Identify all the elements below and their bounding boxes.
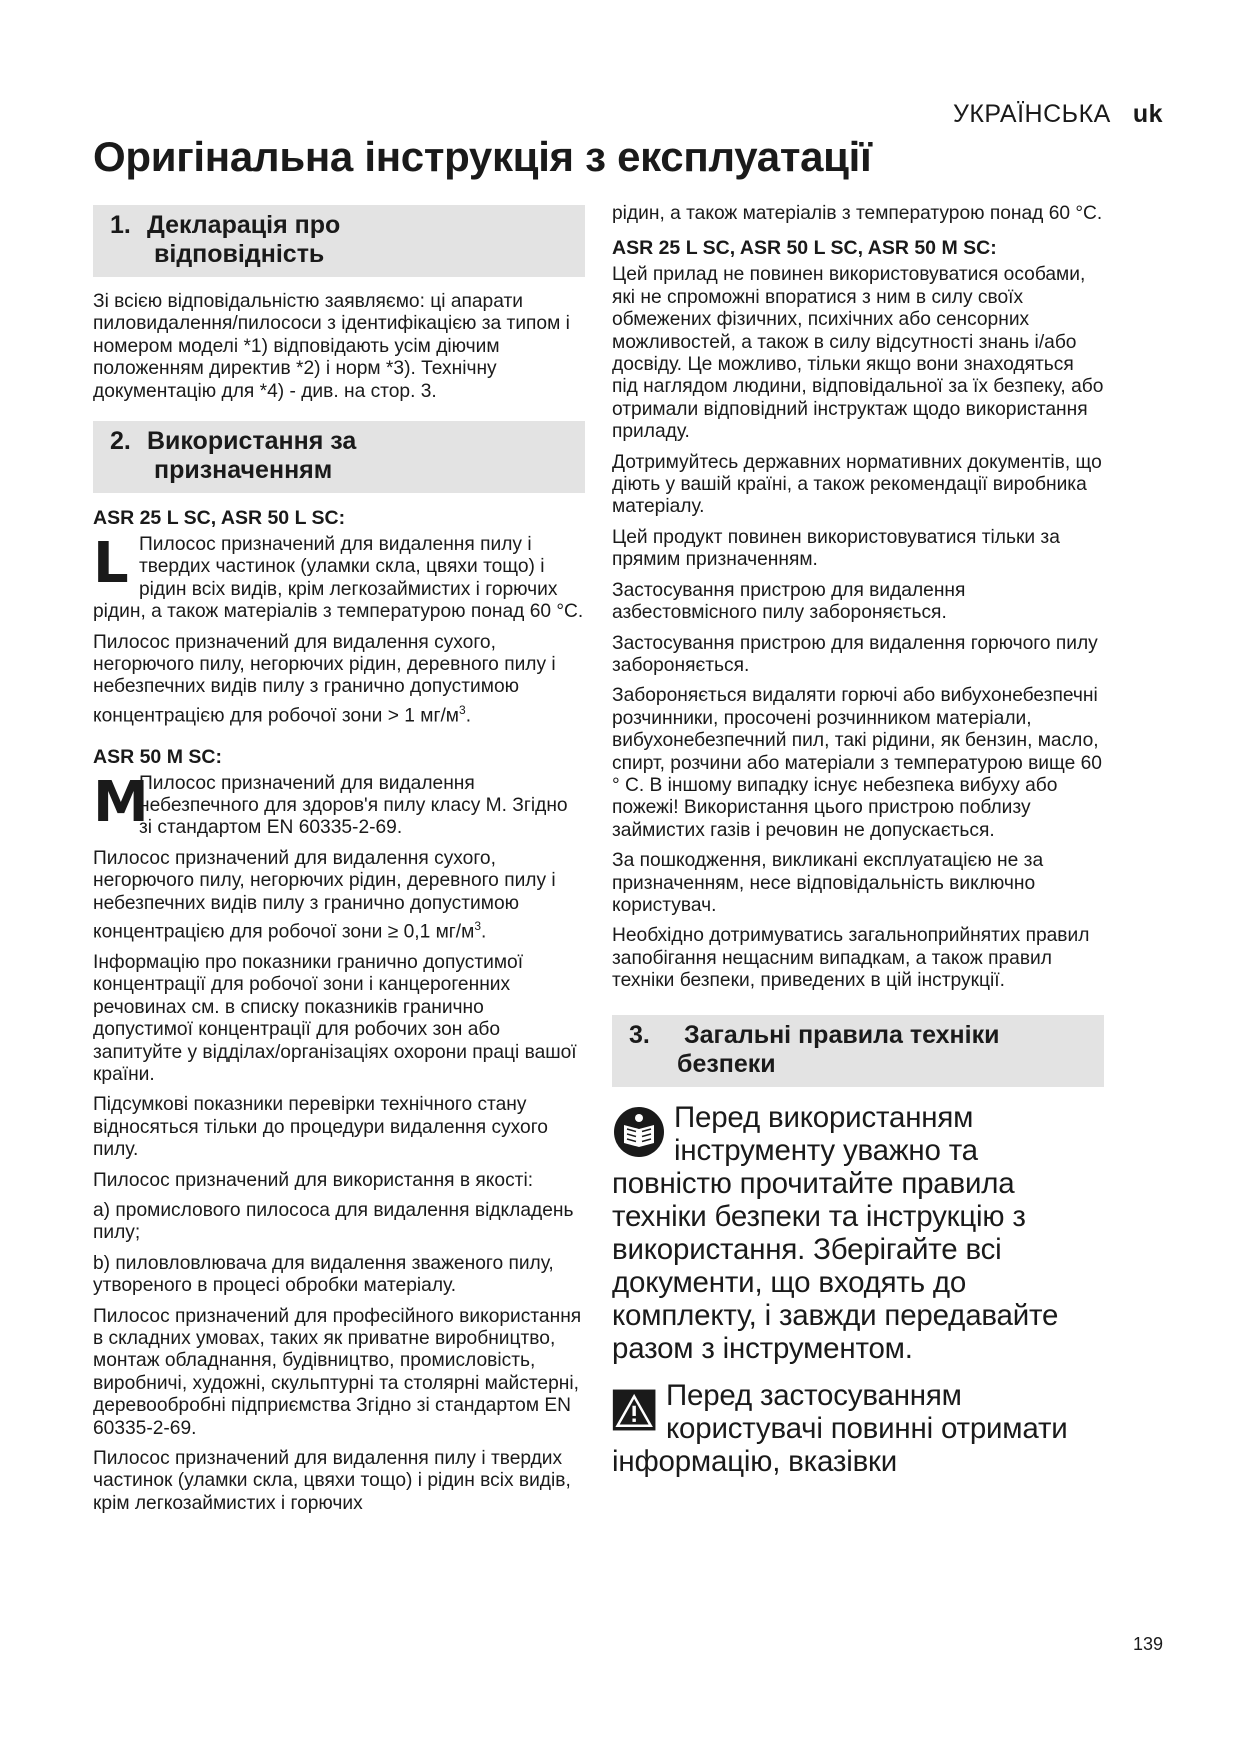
read-manual-text: Перед використанням інструменту уважно та повністю прочитайте правила техніки безпеки та інструкцію з використання. Зберігайте всі документи, що входять до комплекту, і завжди передавайте разом з інструментом. (612, 1100, 1059, 1365)
section-2-title-line2: призначенням (154, 456, 333, 485)
declaration-text: Зі всією відповідальністю заявляємо: ці апарати пиловидалення/пилососи з ідентифікацією за типом і номером моделі *1) відповідають усім діючим положенням директив *2) і норм *3). Технічну документацію для *4) - див. на стор. 3. (93, 291, 570, 402)
read-manual-block (612, 1101, 1104, 1365)
usage-item-a: a) промислового пилососа для видалення відкладень пилу; (93, 1199, 574, 1244)
section-2-heading (93, 421, 585, 493)
superscript-3: 3 (459, 702, 466, 717)
regulations-text: Дотримуйтесь державних нормативних документів, що діють у вашій країні, а також рекомендації виробника матеріалу. (612, 451, 1102, 518)
dust-class-m-icon: M (93, 772, 149, 835)
warning-text: Перед застосуванням користувачі повинні отримати інформацію, вказівки (612, 1378, 1068, 1478)
m-class-models-heading: ASR 50 M SC: (93, 745, 222, 768)
restricted-persons-text: Цей прилад не повинен використовуватися особами, які не спроможні впоратися з ним в силу своїх обмежених фізичних, психічних або сенсорних можливостей, а також в силу відсутності знань і/або досвіду. Це можливо, тільки якщо вони знаходяться під наглядом людини, відповідальної за їх безпеку, або отримали відповідний інструктаж щодо використання приладу. (612, 264, 1104, 443)
summary-text: Підсумкові показники перевірки технічного стану відносяться тільки до процедури видалення сухого пилу. (93, 1094, 548, 1161)
section-3-title-line2: безпеки (677, 1049, 776, 1078)
m-class-dust-text-main: Пилосос призначений для видалення сухого, негорючого пилу, негорючих рідин, деревного пилу і небезпечних видів пилу з гранично допустимою концентрацією для робочої зони ≥ 0,1 мг/м (93, 847, 556, 943)
l-class-block (93, 534, 585, 632)
l-class-text: Пилосос призначений для видалення пилу і твердих частинок (уламки скла, цвяхи тощо) і рідин всіх видів, крім легкозаймистих і горючих рідин, а також матеріалів з температурою понад 60 °C. (93, 534, 584, 623)
l-class-dust-text-main: Пилосос призначений для видалення сухого, негорючого пилу, негорючих рідин, деревного пилу і небезпечних видів пилу з гранично допустимою концентрацією для робочої зони > 1 мг/м (93, 631, 556, 727)
continuation-text: рідин, а також матеріалів з температурою понад 60 °C. (612, 203, 1103, 224)
superscript-3-m: 3 (474, 919, 482, 934)
section-1-title-line1: Декларація про (146, 211, 341, 239)
language-header (953, 100, 1163, 129)
left-column (93, 205, 585, 1523)
intended-use-text: Цей продукт повинен використовуватися тільки за прямим призначенням. (612, 526, 1060, 571)
asbestos-prohibition-text: Застосування пристрою для видалення азбестовмісного пилу забороняється. (612, 579, 966, 624)
explosive-materials-text: Забороняється видаляти горючі або вибухонебезпечні розчинники, просочені розчинником матеріали, вибухонебезпечний пил, такі рідини, як бензин, масло, спирт, розчини або матеріали з температурою вище 60 ° C. В іншому випадку існує небезпека вибуху або пожежі! Використання цього пристрою поблизу займистих газів і речовин не допускається. (612, 685, 1102, 841)
m-class-dust-text: Пилосос призначений для видалення сухого, негорючого пилу, негорючих рідин, деревного пилу і небезпечних видів пилу з гранично допустимою концентрацією для робочої зони ≥ 0,1 $мг/м^3$. (93, 847, 556, 943)
usage-item-b: b) пиловловлювача для видалення зваженого пилу, утвореного в процесі обробки матеріалу. (93, 1252, 554, 1297)
m-class-text: Пилосос призначений для видалення небезпечного для здоров'я пилу класу M. Згідно зі стандартом EN 60335-2-69. (139, 772, 568, 839)
section-2-title-line1: Використання за (146, 427, 357, 456)
section-3-number: 3. (629, 1020, 650, 1049)
right-column (612, 203, 1104, 1492)
warning-block (612, 1379, 1104, 1478)
limit-values-info: Інформацію про показники гранично допустимої концентрації для робочої зони і канцерогенних речовинах см. в списку показників гранично допустимої концентрації для робочих зон або запитуйте у відділах/організаціях охорони праці вашої країни. (93, 951, 577, 1085)
page-number: 139 (1132, 1634, 1163, 1654)
page-title: Оригінальна інструкція з експлуатації (93, 133, 872, 180)
combustible-dust-prohibition-text: Застосування пристрою для видалення горючого пилу забороняється. (612, 632, 1098, 676)
section-1-number: 1. (110, 211, 131, 239)
usage-intro: Пилосос призначений для використання в якості: (93, 1169, 534, 1191)
language-label: УКРАЇНСЬКА (952, 100, 1111, 128)
professional-use-text: Пилосос призначений для професійного використання в складних умовах, таких як приватне виробництво, монтаж обладнання, будівництво, промисловість, виробничі, художні, скульптурні та столярні майстерні, деревообробні підприємства Згідно зі стандартом EN 60335-2-69. (93, 1305, 582, 1439)
left-final-text: Пилосос призначений для видалення пилу і твердих частинок (уламки скла, цвяхи тощо) і рідин всіх видів, крім легкозаймистих і горючих (93, 1448, 571, 1514)
liability-text: За пошкодження, викликані експлуатацією не за призначенням, несе відповідальність виключно користувач. (612, 850, 1044, 916)
l-class-dust-text: Пилосос призначений для видалення сухого, негорючого пилу, негорючих рідин, деревного пилу і небезпечних видів пилу з гранично допустимою концентрацією для робочої зони > 1 $мг/м^3$. (93, 631, 556, 727)
section-3-heading (612, 1015, 1104, 1087)
section-1-heading (93, 205, 585, 277)
section-1-title-line2: відповідність (154, 240, 325, 268)
l-class-models-heading: ASR 25 L SC, ASR 50 L SC: (93, 507, 346, 530)
m-class-block (93, 773, 585, 848)
language-code: uk (1132, 100, 1163, 128)
all-models-heading: ASR 25 L SC, ASR 50 L SC, ASR 50 M SC: (612, 237, 997, 260)
section-3-title-line1: Загальні правила техніки (683, 1020, 1000, 1049)
read-manual-icon (612, 1105, 666, 1159)
dust-class-l-icon: L (93, 534, 129, 597)
section-2-number: 2. (110, 427, 131, 456)
accident-prevention-text: Необхідно дотримуватись загальноприйнятих правил запобігання нещасним випадкам, а також правил техніки безпеки, приведених в цій інструкції. (612, 925, 1090, 992)
warning-triangle-icon (612, 1387, 658, 1433)
